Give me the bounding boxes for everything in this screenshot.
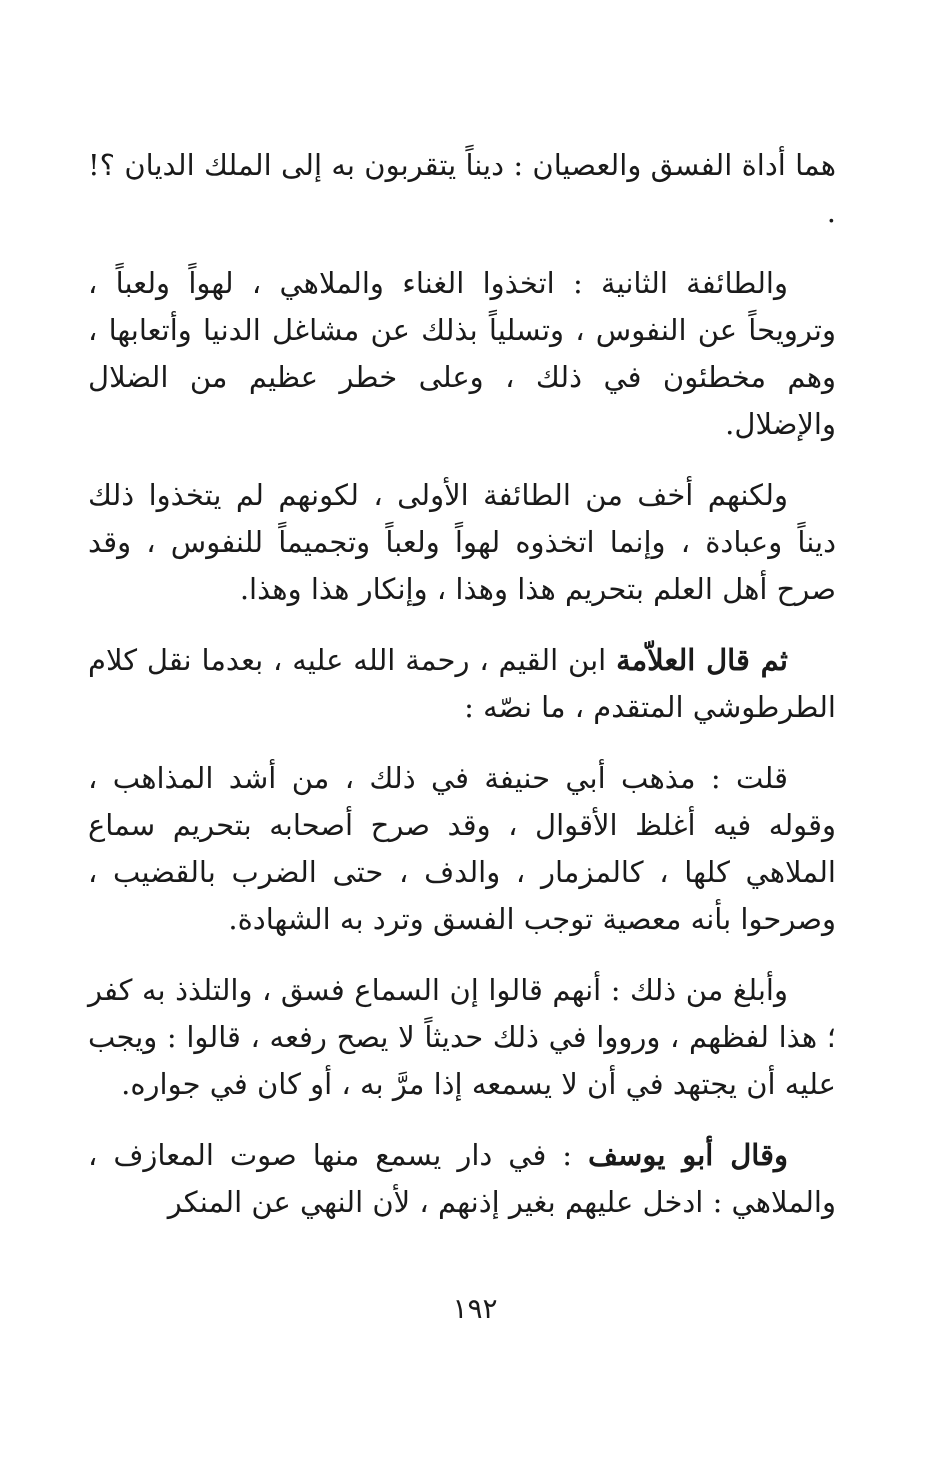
paragraph-5-text: قلت : مذهب أبي حنيفة في ذلك ، من أشد المذاهب ، وقوله فيه أغلظ الأقوال ، وقد صرح أصحابه بتحريم سماع الملاهي كلها ، كالمزمار ، والدف ، حتى الضرب بالقضيب ، وصرحوا بأنه معصية توجب الفسق وترد به الشهادة.	[88, 761, 836, 936]
paragraph-4-lead: ثم قال العلاّمة	[616, 643, 788, 677]
paragraph-3-text: ولكنهم أخف من الطائفة الأولى ، لكونهم لم يتخذوا ذلك ديناً وعبادة ، وإنما اتخذوه لهواً ولعباً وتجميماً للنفوس ، وقد صرح أهل العلم بتحريم هذا وهذا ، وإنكار هذا وهذا.	[88, 478, 836, 606]
paragraph-3	[88, 472, 836, 613]
paragraph-7	[88, 1132, 836, 1226]
paragraph-5	[88, 755, 836, 943]
paragraph-2-text: والطائفة الثانية : اتخذوا الغناء والملاهي ، لهواً ولعباً ، وترويحاً عن النفوس ، وتسلياً بذلك عن مشاغل الدنيا وأتعابها ، وهم مخطئون في ذلك ، وعلى خطر عظيم من الضلال والإضلال.	[88, 266, 836, 441]
paragraph-4	[88, 637, 836, 731]
page-body	[88, 142, 836, 1250]
paragraph-6	[88, 967, 836, 1108]
paragraph-4-text: ابن القيم ، رحمة الله عليه ، بعدما نقل كلام الطرطوشي المتقدم ، ما نصّه :	[88, 643, 836, 724]
paragraph-1	[88, 142, 836, 236]
paragraph-7-lead: وقال أبو يوسف	[588, 1138, 788, 1172]
paragraph-7-text: : في دار يسمع منها صوت المعازف ، والملاهي : ادخل عليهم بغير إذنهم ، لأن النهي عن المنكر	[88, 1138, 836, 1219]
page-number: ١٩٢	[452, 1292, 498, 1325]
paragraph-6-text: وأبلغ من ذلك : أنهم قالوا إن السماع فسق ، والتلذذ به كفر ؛ هذا لفظهم ، ورووا في ذلك حديثاً لا يصح رفعه ، قالوا : ويجب عليه أن يجتهد في أن لا يسمعه إذا مرَّ به ، أو كان في جواره.	[88, 973, 836, 1101]
paragraph-2	[88, 260, 836, 448]
paragraph-1-text: هما أداة الفسق والعصيان : ديناً يتقربون به إلى الملك الديان ؟! .	[88, 148, 836, 229]
